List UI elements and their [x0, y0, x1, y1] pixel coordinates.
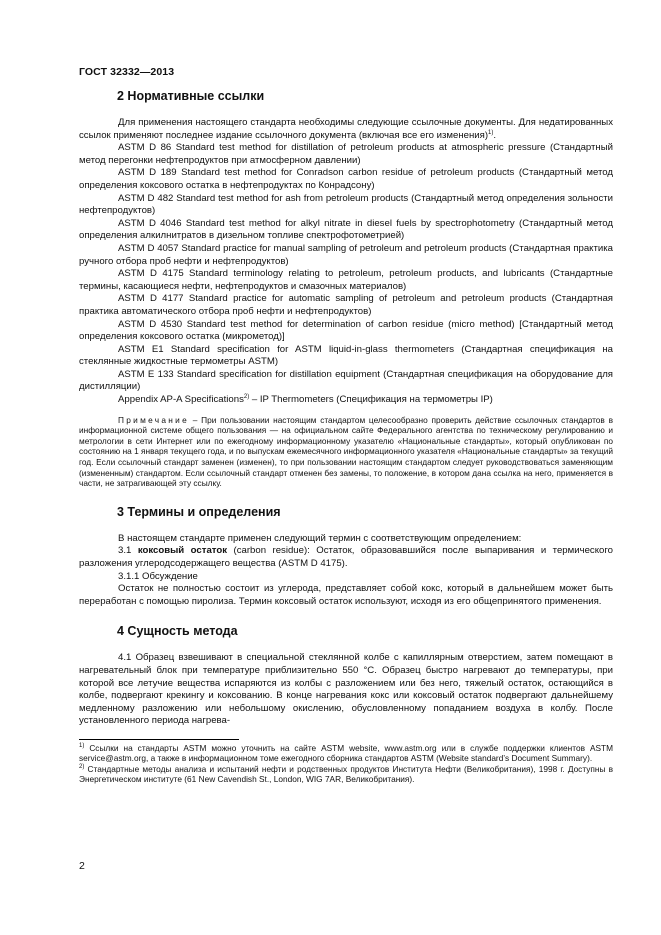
- term-name: коксовый остаток: [137, 545, 228, 557]
- reference-item: ASTM E 133 Standard specification for distillation equipment (Стандартная спецификация на оборудование для дистилляции): [79, 368, 613, 393]
- section-3-intro: В настоящем стандарте применен следующий термин с соответствующим определением:: [118, 532, 522, 544]
- footnote-divider: [79, 739, 239, 740]
- section-2-intro: Для применения настоящего стандарта необходимы следующие ссылочные документы. Для недатированных ссылок применяют последнее издание ссылочного документа (включая все его изменения)$^{1)}$.: [79, 117, 613, 141]
- section-3-title: 3 Термины и определения: [117, 504, 281, 519]
- reference-item: ASTM D 86 Standard test method for distillation of petroleum products at atmospheric pressure (Стандартный метод перегонки нефтепродуктов при атмосферном давлении): [79, 142, 613, 166]
- reference-item: ASTM D 4057 Standard practice for manual sampling of petroleum and petroleum products (Стандартная практика ручного отбора проб нефти и нефтепродуктов): [79, 242, 613, 267]
- footnote-2: $^{2)}$ Стандартные методы анализа и испытаний нефти и родственных продуктов Института Нефти (Великобритания), 1998 г. Доступны в Энергетическом институте (61 New Cavendish St., London, WIG 7AR, Великобритания).: [79, 763, 613, 785]
- section-4-title: 4 Сущность метода: [117, 624, 238, 639]
- section-4-text: 4.1 Образец взвешивают в специальной стеклянной колбе с капиллярным отверстием, затем помещают в нагревательный блок при температуре приблизительно 550 °С. Образец быстро нагревают до температуры, при которой все летучие вещества испаряются из колбы с разложением или без него, тяжелый остаток, остающийся в колбе, подвергают крекингу и коксованию. В конце нагревания кокс или коксовый остаток подвергают дальнейшему медленному разложению или небольшому окислению, обусловленному попаданием воздуха в колбу. После установленного периода нагрева-: [79, 652, 613, 727]
- page-number: 2: [79, 860, 85, 872]
- section-2-note: Примечание – При пользовании настоящим стандартом целесообразно проверить действие ссылочных стандартов в информационной системе общего пользования — на официальном сайте Федерального агентства по техническому регулированию и метрологии в сети Интернет или по ежегодному информационному указателю «Национальные стандарты», который опубликован по состоянию на 1 января текущего года, и по выпускам ежемесячного информационного указателя «Национальные стандарты» за текущий год. Если ссылочный стандарт заменен (изменен), то при пользовании настоящим стандартом следует руководствоваться заменяющим (измененным) стандартом. Если ссылочный стандарт отменен без замены, то положение, в котором дана ссылка на него, применяется в части, не затрагивающей эту ссылку.: [79, 414, 613, 489]
- note-label: Примечание: [118, 414, 190, 425]
- footnote-ref-1: 1): [488, 129, 494, 136]
- term-definition: 3.1 коксовый остаток (carbon residue): Остаток, образовавшийся после выпаривания и термического разложения углеродсодержащего вещества (ASTM D 4175).: [79, 545, 613, 569]
- reference-list: [79, 142, 613, 406]
- document-code-header: ГОСТ 32332—2013: [79, 66, 175, 78]
- reference-item: ASTM D 4175 Standard terminology relating to petroleum, petroleum products, and lubricants (Стандартные термины, касающиеся нефти, нефтепродуктов и смазочных материалов): [79, 268, 613, 292]
- term-discussion-title: 3.1.1 Обсуждение: [118, 570, 198, 582]
- reference-item: ASTM D 4530 Standard test method for determination of carbon residue (micro method) [Стандартный метод определения коксового остатка (микрометод)]: [79, 318, 613, 343]
- reference-item: ASTM D 4177 Standard practice for automatic sampling of petroleum and petroleum products (Стандартная практика автоматического отбора проб нефти и нефтепродуктов): [79, 293, 613, 317]
- reference-appendix: Appendix AP-A Specifications$^{2)}$ – IP Thermometers (Спецификация на термометры IP): [118, 394, 493, 406]
- reference-item: ASTM E1 Standard specification for ASTM liquid-in-glass thermometers (Стандартная спецификация на стеклянные жидкостные термометры ASTM): [79, 343, 613, 368]
- term-discussion: Остаток не полностью состоит из углерода, представляет собой кокс, который в дальнейшем может быть переработан с помощью пиролиза. Термин коксовый остаток используют, исходя из его общепринятого применения.: [79, 583, 613, 607]
- reference-item: ASTM D 4046 Standard test method for alkyl nitrate in diesel fuels by spectrophotometry (Стандартный метод определения алкилнитратов в дизельном топливе спектрофотометрией): [79, 217, 613, 242]
- section-2-title: 2 Нормативные ссылки: [117, 89, 265, 103]
- reference-item: ASTM D 189 Standard test method for Conradson carbon residue of petroleum products (Стандартный метод определения коксового остатка в нефтепродуктах по Конрадсону): [79, 167, 613, 191]
- page-content: [79, 88, 613, 785]
- reference-item: ASTM D 482 Standard test method for ash from petroleum products (Стандартный метод определения зольности нефтепродуктов): [79, 192, 613, 217]
- footnote-1: $^{1)}$ Ссылки на стандарты ASTM можно уточнить на сайте ASTM website, www.astm.org или в службе поддержки клиентов ASTM service@astm.org, а также в информационном томе ежегодного сборника стандартов ASTM (Website standard’s Document Summary).: [79, 742, 613, 764]
- footnote-ref-2: 2): [243, 394, 250, 401]
